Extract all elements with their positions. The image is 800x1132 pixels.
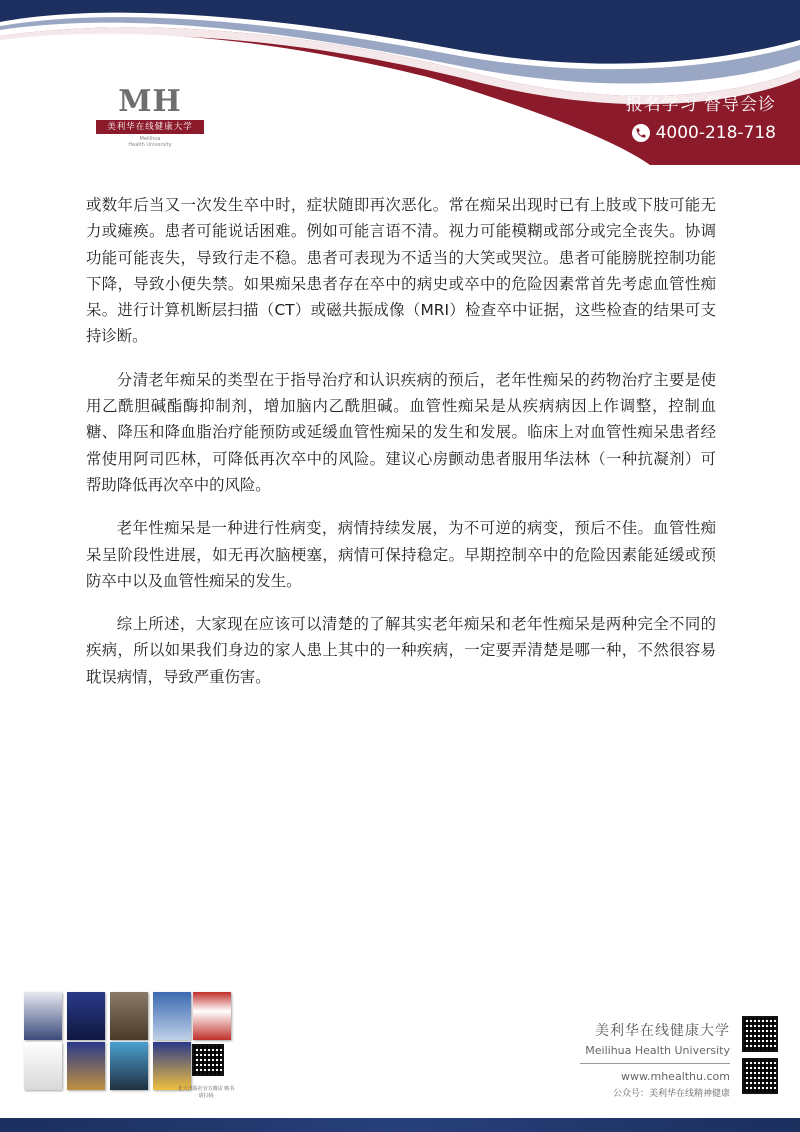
footer-divider bbox=[580, 1063, 730, 1064]
footer-url[interactable]: www.mhealthu.com bbox=[621, 1070, 730, 1083]
footer-wechat: 公众号：美利华在线精神健康 bbox=[612, 1089, 730, 1099]
footer-org-en: Meilihua Health University bbox=[585, 1044, 730, 1057]
logo bbox=[100, 84, 200, 156]
logo-english-name bbox=[100, 136, 200, 148]
header-contact bbox=[596, 90, 776, 143]
logo-en-line-2: Health University bbox=[128, 142, 172, 148]
book-cover bbox=[67, 1042, 105, 1090]
website-qr-code bbox=[742, 1016, 778, 1052]
header-slogan: 报名学习 督导会诊 bbox=[625, 95, 776, 115]
paragraph-4: 综上所述，大家现在应该可以清楚的了解其实老年痴呆和老年性痴呆是两种完全不同的疾病，所以如果我们身边的家人患上其中的一种疾病，一定要弄清楚是哪一种，不然很容易耽误病情，导致严重伤害。 bbox=[86, 615, 716, 686]
qr-caption: 北大出版社官方微店 购书请扫码 bbox=[177, 1086, 235, 1099]
book-cover bbox=[153, 992, 191, 1040]
paragraph-1: 或数年后当又一次发生卒中时，症状随即再次恶化。常在痴呆出现时已有上肢或下肢可能无力或瘫痪。患者可能说话困难。例如可能言语不清。视力可能模糊或部分或完全丧失。协调功能可能丧失，导致行走不稳。患者可表现为不适当的大笑或哭泣。患者可能膀胱控制功能下降，导致小便失禁。如果痴呆患者存在卒中的病史或卒中的危险因素常首先考虑血管性痴呆。进行计算机断层扫描（CT）或磁共振成像（MRI）检查卒中证据，这些检查的结果可支持诊断。 bbox=[86, 196, 716, 346]
book-cover bbox=[110, 992, 148, 1040]
phone-row bbox=[596, 123, 776, 143]
logo-en-line-1: Meilihua bbox=[139, 136, 161, 142]
paragraph-2: 分清老年痴呆的类型在于指导治疗和认识疾病的预后，老年性痴呆的药物治疗主要是使用乙酰胆碱酯酶抑制剂，增加脑内乙酰胆碱。血管性痴呆是从疾病病因上作调整，控制血糖、降压和降血脂治疗能预防或延缓血管性痴呆的发生和发展。临床上对血管性痴呆患者经常使用阿司匹林，可降低再次卒中的风险。建议心房颤动患者服用华法林（一种抗凝剂）可帮助降低再次卒中的风险。 bbox=[86, 370, 716, 494]
logo-letters: MH bbox=[118, 84, 182, 119]
book-cover bbox=[24, 1042, 62, 1090]
book-cover bbox=[193, 992, 231, 1040]
logo-ribbon: 美利华在线健康大学 bbox=[96, 120, 204, 134]
footer-org-info bbox=[580, 1020, 730, 1099]
book-cover bbox=[153, 1042, 191, 1090]
wechat-qr-code bbox=[742, 1058, 778, 1094]
book-cover bbox=[110, 1042, 148, 1090]
phone-icon bbox=[632, 124, 650, 142]
bookstore-qr-code bbox=[192, 1044, 224, 1076]
footer-org-cn: 美利华在线健康大学 bbox=[595, 1023, 730, 1039]
book-cover bbox=[24, 992, 62, 1040]
book-cover bbox=[67, 992, 105, 1040]
article-body bbox=[86, 192, 716, 707]
phone-number: 4000-218-718 bbox=[655, 123, 776, 143]
footer-bar bbox=[0, 1118, 800, 1132]
paragraph-3: 老年性痴呆是一种进行性病变，病情持续发展，为不可逆的病变，预后不佳。血管性痴呆呈阶段性进展，如无再次脑梗塞，病情可保持稳定。早期控制卒中的危险因素能延缓或预防卒中以及血管性痴呆的发生。 bbox=[86, 519, 716, 590]
